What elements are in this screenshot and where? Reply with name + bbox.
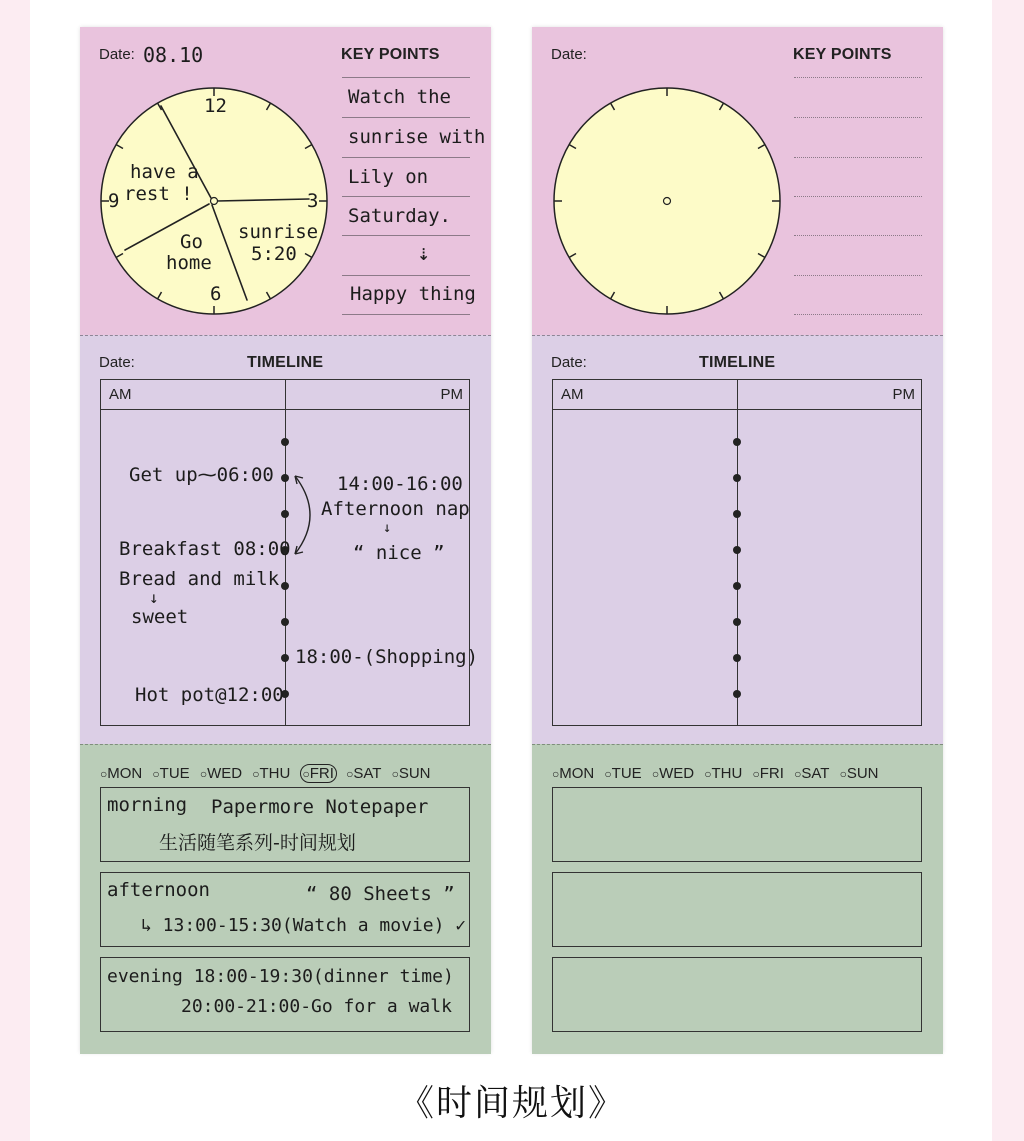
timeline-entry-sweet: sweet bbox=[131, 606, 189, 628]
weekday-fri-circled[interactable]: ○FRI bbox=[302, 765, 334, 782]
weekday-wed[interactable]: ○WED bbox=[199, 765, 243, 782]
timeline-entry-shopping: 18:00-(Shopping) bbox=[295, 646, 479, 668]
timeline-dot bbox=[733, 474, 741, 482]
key-point-line bbox=[342, 77, 470, 78]
weekday-wed[interactable]: ○WED bbox=[651, 765, 695, 782]
clock-face bbox=[552, 86, 782, 316]
notepad-sheet-filled bbox=[80, 27, 491, 1053]
key-point-text: Happy thing bbox=[350, 283, 476, 305]
down-arrow-icon: ↓ bbox=[383, 520, 392, 536]
weekly-section bbox=[80, 744, 491, 1054]
key-points-section bbox=[532, 27, 943, 335]
timeline-dot bbox=[733, 546, 741, 554]
timeline-dot bbox=[281, 654, 289, 662]
date-label: Date: bbox=[551, 46, 587, 63]
timeline-grid[interactable] bbox=[552, 379, 922, 726]
slot-chinese-text: 生活随笔系列-时间规划 bbox=[159, 832, 356, 854]
weekday-thu[interactable]: ○THU bbox=[704, 765, 743, 782]
key-point-line[interactable] bbox=[794, 275, 922, 276]
clock-note-go: Go bbox=[180, 231, 203, 253]
morning-slot bbox=[100, 787, 470, 862]
clock-note-rest: rest ! bbox=[124, 183, 193, 205]
timeline-dot bbox=[733, 582, 741, 590]
timeline-dot bbox=[733, 690, 741, 698]
date-label: Date: bbox=[99, 354, 135, 371]
weekly-section bbox=[532, 744, 943, 1054]
timeline-dot bbox=[733, 618, 741, 626]
clock-note-sunrise-time: 5:20 bbox=[251, 243, 297, 265]
slot-movie: ↳ 13:00-15:30(Watch a movie) ✓ bbox=[141, 915, 467, 936]
clock-note-sunrise: sunrise bbox=[238, 221, 319, 243]
key-point-line[interactable] bbox=[794, 117, 922, 118]
key-point-line bbox=[342, 196, 470, 197]
pm-label: PM bbox=[892, 386, 915, 403]
slot-walk: 20:00-21:00-Go for a walk bbox=[181, 996, 452, 1017]
weekday-mon[interactable]: ○MON bbox=[100, 765, 143, 782]
weekday-tue[interactable]: ○TUE bbox=[604, 765, 642, 782]
timeline-entry-hotpot: Hot pot@12:00 bbox=[135, 684, 284, 706]
slot-sheets: “ 80 Sheets ” bbox=[306, 883, 455, 905]
weekday-tue[interactable]: ○TUE bbox=[152, 765, 190, 782]
timeline-entry-nice: “ nice ” bbox=[353, 542, 445, 564]
timeline-title: TIMELINE bbox=[699, 354, 776, 371]
timeline-dot bbox=[281, 582, 289, 590]
slot-morning-label: morning bbox=[107, 794, 188, 816]
timeline-section bbox=[80, 335, 491, 745]
evening-slot bbox=[100, 957, 470, 1032]
key-point-arrow-icon: ⇣ bbox=[417, 241, 431, 266]
key-point-line[interactable] bbox=[794, 77, 922, 78]
weekday-sat[interactable]: ○SAT bbox=[346, 765, 382, 782]
timeline-dot bbox=[733, 438, 741, 446]
notepad-sheet-blank bbox=[532, 27, 943, 1053]
timeline-grid bbox=[100, 379, 479, 726]
weekday-row bbox=[552, 765, 885, 782]
weekday-mon[interactable]: ○MON bbox=[552, 765, 595, 782]
key-point-line bbox=[342, 157, 470, 158]
timeline-entry-get-up: Get up⁓06:00 bbox=[129, 464, 274, 486]
date-label: Date: bbox=[99, 46, 135, 63]
timeline-title: TIMELINE bbox=[247, 354, 324, 371]
key-point-line[interactable] bbox=[794, 196, 922, 197]
clock-note-home: home bbox=[166, 252, 212, 274]
timeline-dot bbox=[281, 618, 289, 626]
weekday-row bbox=[100, 765, 437, 782]
key-point-text: Saturday. bbox=[348, 205, 451, 227]
key-point-text: sunrise with bbox=[348, 126, 486, 148]
timeline-entry-breakfast: Breakfast 08:00 bbox=[119, 538, 291, 560]
slot-afternoon-label: afternoon bbox=[107, 879, 210, 901]
am-label: AM bbox=[561, 386, 584, 403]
pm-label: PM bbox=[440, 386, 463, 403]
key-point-line bbox=[342, 235, 470, 236]
timeline-dot bbox=[281, 438, 289, 446]
key-point-text: Watch the bbox=[348, 86, 451, 108]
afternoon-slot[interactable] bbox=[552, 872, 922, 947]
weekday-sat[interactable]: ○SAT bbox=[794, 765, 830, 782]
timeline-entry-afternoon-nap: Afternoon nap bbox=[321, 498, 470, 520]
evening-slot[interactable] bbox=[552, 957, 922, 1032]
timeline-dot bbox=[733, 510, 741, 518]
clock-number-3: 3 bbox=[307, 190, 319, 212]
timeline-dot bbox=[733, 654, 741, 662]
weekday-fri[interactable]: ○FRI bbox=[752, 765, 784, 782]
weekday-sun[interactable]: ○SUN bbox=[839, 765, 879, 782]
key-point-line bbox=[342, 314, 470, 315]
afternoon-slot bbox=[100, 872, 470, 947]
key-points-title: KEY POINTS bbox=[341, 46, 440, 63]
clock-number-9: 9 bbox=[108, 190, 120, 212]
am-label: AM bbox=[109, 386, 132, 403]
clock-note-have-a: have a bbox=[130, 161, 199, 183]
key-point-line[interactable] bbox=[794, 235, 922, 236]
key-points-title: KEY POINTS bbox=[793, 46, 892, 63]
key-point-line[interactable] bbox=[794, 314, 922, 315]
date-label: Date: bbox=[551, 354, 587, 371]
key-point-line bbox=[342, 117, 470, 118]
morning-slot[interactable] bbox=[552, 787, 922, 862]
date-value: 08.10 bbox=[143, 43, 204, 67]
timeline-section bbox=[532, 335, 943, 745]
weekday-thu[interactable]: ○THU bbox=[252, 765, 291, 782]
key-point-text: Lily on bbox=[348, 166, 429, 188]
key-point-line[interactable] bbox=[794, 157, 922, 158]
key-point-line bbox=[342, 275, 470, 276]
weekday-sun[interactable]: ○SUN bbox=[391, 765, 431, 782]
down-arrow-icon: ↓ bbox=[149, 588, 159, 607]
key-points-section bbox=[80, 27, 491, 335]
timeline-entry-afternoon-time: 14:00-16:00 bbox=[337, 473, 463, 495]
clock-number-6: 6 bbox=[210, 283, 222, 305]
slot-papermore: Papermore Notepaper bbox=[211, 796, 429, 818]
slot-evening: evening 18:00-19:30(dinner time) bbox=[107, 966, 454, 987]
timeline-entry-bread-milk: Bread and milk bbox=[119, 568, 280, 590]
caption-title: 《时间规划》 bbox=[397, 1083, 626, 1124]
clock-number-12: 12 bbox=[204, 95, 227, 117]
